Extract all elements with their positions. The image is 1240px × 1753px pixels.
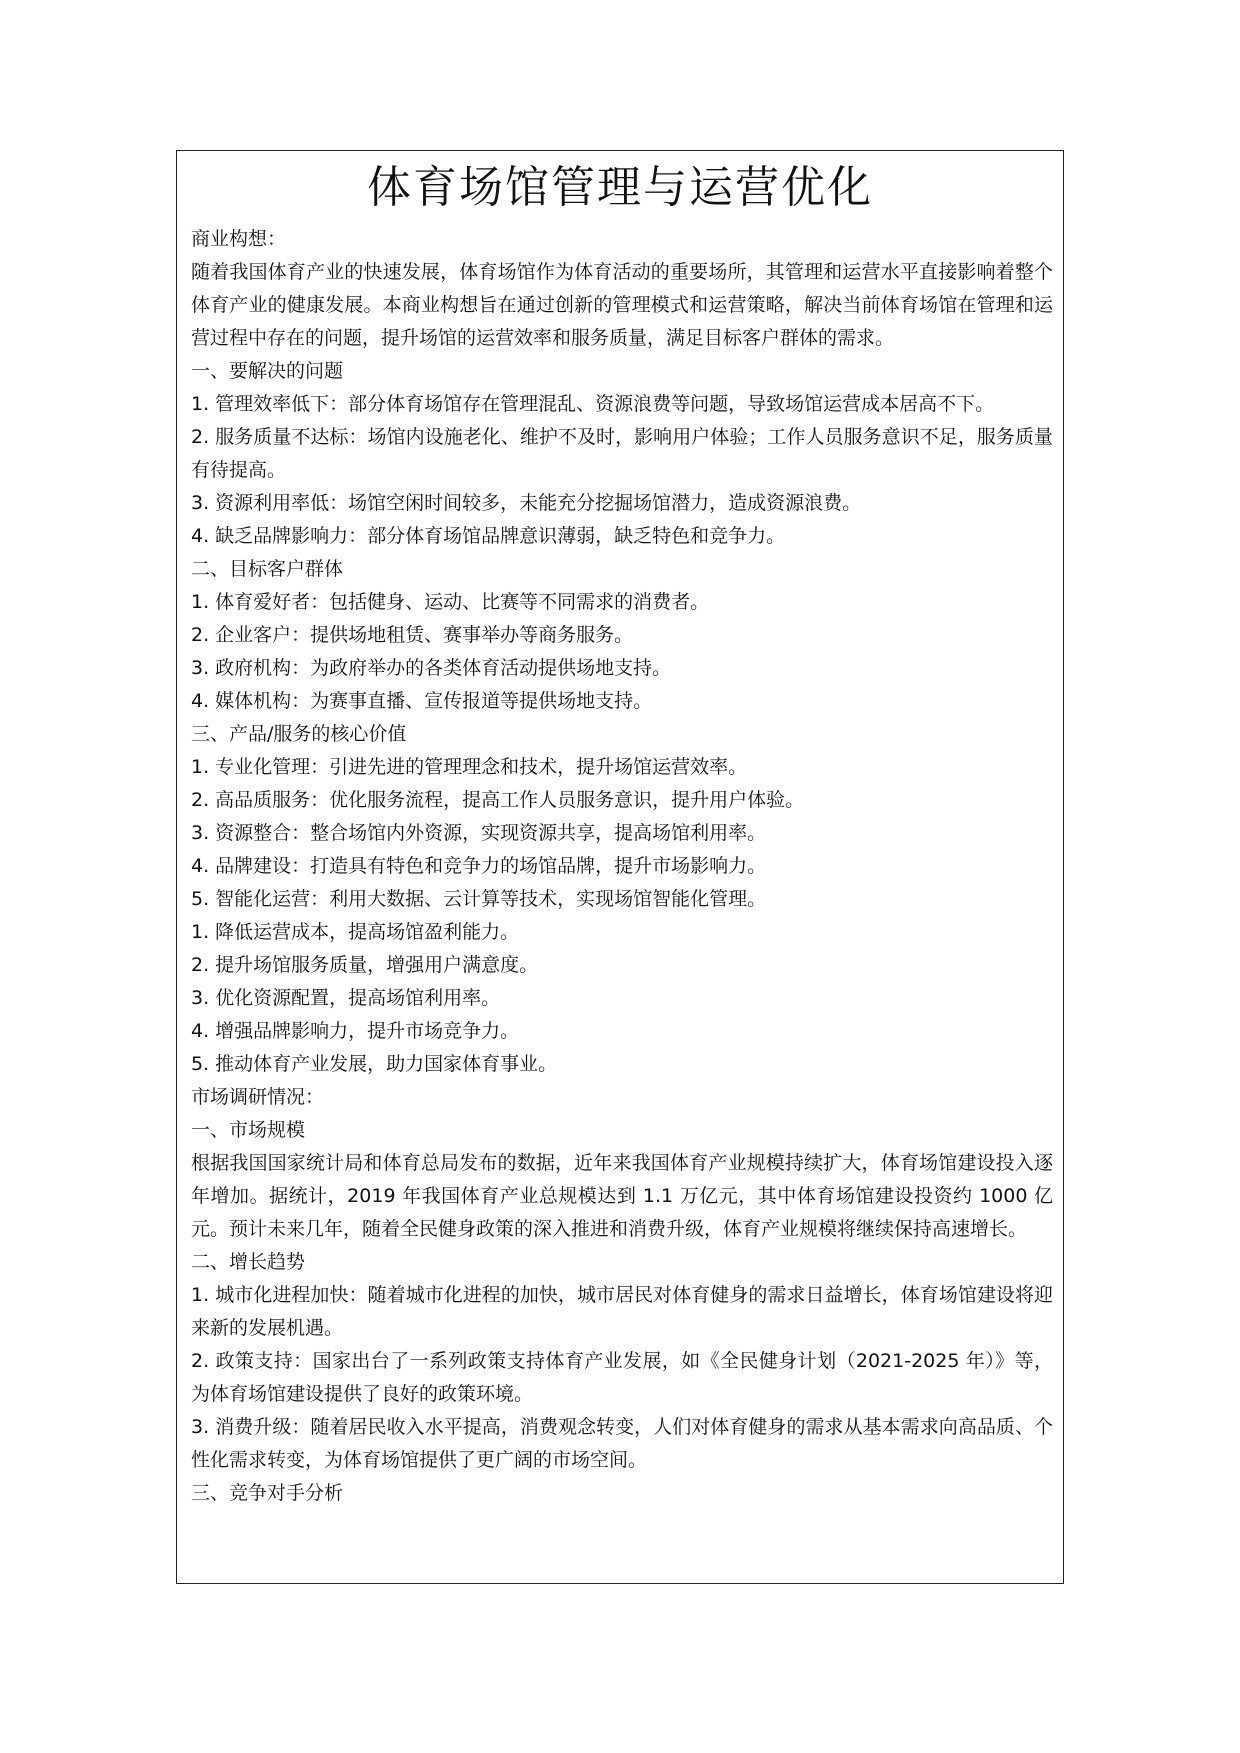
document-line: 2. 政策支持：国家出台了一系列政策支持体育产业发展，如《全民健身计划（2021-2025 年）》等，为体育场馆建设提供了良好的政策环境。 — [191, 1350, 1053, 1405]
document-line: 5. 智能化运营：利用大数据、云计算等技术，实现场馆智能化管理。 — [191, 888, 767, 910]
document-line: 4. 缺乏品牌影响力：部分体育场馆品牌意识薄弱，缺乏特色和竞争力。 — [191, 525, 786, 547]
document-line: 4. 品牌建设：打造具有特色和竞争力的场馆品牌，提升市场影响力。 — [191, 855, 767, 877]
document-line: 三、产品/服务的核心价值 — [191, 723, 407, 745]
document-line: 3. 资源利用率低：场馆空闲时间较多，未能充分挖掘场馆潜力，造成资源浪费。 — [191, 492, 862, 514]
document-line: 2. 提升场馆服务质量，增强用户满意度。 — [191, 954, 539, 976]
document-line: 商业构想： — [191, 228, 287, 250]
document-title: 体育场馆管理与运营优化 — [367, 162, 873, 213]
document-line: 1. 城市化进程加快：随着城市化进程的加快，城市居民对体育健身的需求日益增长，体育场馆建设将迎来新的发展机遇。 — [191, 1284, 1053, 1339]
document-line: 3. 消费升级：随着居民收入水平提高，消费观念转变，人们对体育健身的需求从基本需求向高品质、个性化需求转变，为体育场馆提供了更广阔的市场空间。 — [191, 1416, 1053, 1471]
document-line: 3. 优化资源配置，提高场馆利用率。 — [191, 987, 501, 1009]
document-line: 随着我国体育产业的快速发展，体育场馆作为体育活动的重要场所，其管理和运营水平直接影响着整个体育产业的健康发展。本商业构想旨在通过创新的管理模式和运营策略，解决当前体育场馆在管理和运营过程中存在的问题，提升场馆的运营效率和服务质量，满足目标客户群体的需求。 — [191, 261, 1053, 349]
document-line: 1. 管理效率低下：部分体育场馆存在管理混乱、资源浪费等问题，导致场馆运营成本居高不下。 — [191, 393, 995, 415]
document-line: 二、目标客户群体 — [191, 558, 344, 580]
document-line: 5. 推动体育产业发展，助力国家体育事业。 — [191, 1053, 558, 1075]
document-line: 1. 降低运营成本，提高场馆盈利能力。 — [191, 921, 520, 943]
document-line: 2. 高品质服务：优化服务流程，提高工作人员服务意识，提升用户体验。 — [191, 789, 805, 811]
document-line: 3. 资源整合：整合场馆内外资源，实现资源共享，提高场馆利用率。 — [191, 822, 767, 844]
document-frame — [176, 150, 1064, 1584]
document-line: 三、竞争对手分析 — [191, 1482, 344, 1504]
document-line: 市场调研情况： — [191, 1086, 325, 1108]
document-line: 3. 政府机构：为政府举办的各类体育活动提供场地支持。 — [191, 657, 672, 679]
document-line: 1. 体育爱好者：包括健身、运动、比赛等不同需求的消费者。 — [191, 591, 710, 613]
document-line: 4. 增强品牌影响力，提升市场竞争力。 — [191, 1020, 520, 1042]
document-line: 4. 媒体机构：为赛事直播、宣传报道等提供场地支持。 — [191, 690, 653, 712]
document-line: 二、增长趋势 — [191, 1251, 306, 1273]
document-line: 一、要解决的问题 — [191, 360, 344, 382]
document-line: 2. 企业客户：提供场地租赁、赛事举办等商务服务。 — [191, 624, 634, 646]
document-line: 2. 服务质量不达标：场馆内设施老化、维护不及时，影响用户体验；工作人员服务意识不足，服务质量有待提高。 — [191, 426, 1053, 481]
document-line: 一、市场规模 — [191, 1119, 306, 1141]
document-line: 1. 专业化管理：引进先进的管理理念和技术，提升场馆运营效率。 — [191, 756, 748, 778]
document-body — [177, 223, 1063, 1510]
document-line: 根据我国国家统计局和体育总局发布的数据，近年来我国体育产业规模持续扩大，体育场馆建设投入逐年增加。据统计，2019 年我国体育产业总规模达到 1.1 万亿元，其中体育场馆建设投资约 1000 亿元。预计未来几年，随着全民健身政策的深入推进和消费升级，体育产业规模将继续保持高速增长。 — [191, 1152, 1053, 1240]
